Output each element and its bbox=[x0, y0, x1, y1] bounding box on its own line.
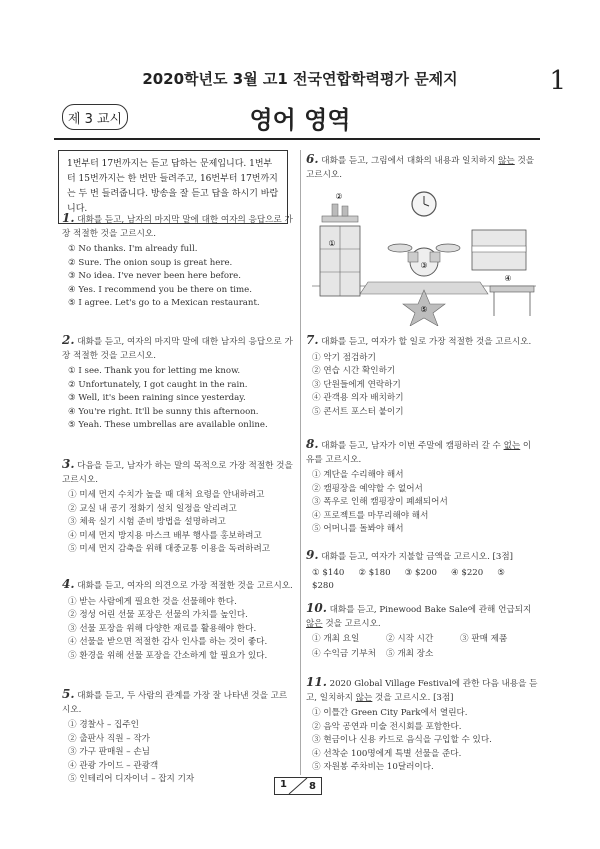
choice[interactable]: ① No thanks. I'm already full. bbox=[68, 244, 198, 254]
choice[interactable]: ③ 체육 실기 시험 준비 방법을 설명하려고 bbox=[68, 517, 226, 527]
question-number: 8. bbox=[306, 437, 319, 451]
question-10 bbox=[306, 602, 538, 661]
header-divider bbox=[54, 138, 540, 140]
choice[interactable]: ⑤ 어머니를 돌봐야 해서 bbox=[312, 524, 404, 534]
choice[interactable]: ⑤ 인테리어 디자이너 – 잡지 기자 bbox=[68, 774, 195, 784]
marker-label: ② bbox=[335, 192, 343, 201]
choice[interactable]: ③ 판매 제품 bbox=[460, 634, 508, 644]
underlined-word: 않는 bbox=[498, 156, 515, 166]
choice[interactable]: ③ Well, it's been raining since yesterday. bbox=[68, 393, 246, 403]
question-stem: 이유를 고르시오. bbox=[306, 441, 532, 465]
question-stem: 2020 Global Village Festival에 관한 다음 내용을 듣고, 일치하지 bbox=[306, 679, 538, 703]
question-stem: 대화를 듣고, 남자가 이번 주말에 캠핑하러 갈 수 bbox=[321, 441, 504, 451]
question-stem: 대화를 듣고, 여자의 마지막 말에 대한 남자의 응답으로 가장 적절한 것을 고르시오. bbox=[62, 337, 293, 361]
choice[interactable]: ④ 관객용 의자 배치하기 bbox=[312, 393, 404, 403]
choice[interactable]: ④ $220 bbox=[450, 567, 484, 578]
trophy-icon bbox=[342, 206, 348, 216]
question-stem: 대화를 듣고, 여자의 의견으로 가장 적절한 것을 고르시오. bbox=[77, 581, 293, 591]
choice-row bbox=[306, 567, 538, 594]
choice[interactable]: ② Unfortunately, I got caught in the rain. bbox=[68, 379, 248, 390]
choice-grid bbox=[306, 633, 538, 661]
choice[interactable]: ⑤ 콘서트 포스터 붙이기 bbox=[312, 406, 404, 417]
drum-icon bbox=[388, 244, 412, 252]
choice[interactable]: ② 연습 시간 확인하기 bbox=[312, 366, 396, 376]
question-number: 3. bbox=[62, 457, 75, 471]
choice[interactable]: ⑤ 환경을 위해 선물 포장을 간소하게 할 필요가 있다. bbox=[68, 650, 268, 661]
choice[interactable]: ② 정성 어린 선물 포장은 선물의 가치를 높인다. bbox=[68, 610, 248, 620]
choice[interactable]: ④ 프로젝트를 마무리해야 해서 bbox=[312, 510, 429, 521]
trophy-icon bbox=[332, 204, 338, 216]
question-8 bbox=[306, 438, 538, 537]
choice[interactable]: ③ No idea. I've never been here before. bbox=[68, 271, 241, 281]
choice[interactable]: ⑤ 미세 먼지 감축을 위해 대중교통 이용을 독려하려고 bbox=[68, 544, 271, 554]
question-4 bbox=[62, 578, 294, 663]
choice[interactable]: ③ $200 bbox=[404, 567, 437, 578]
question-stem: 것을 고르시오. bbox=[322, 618, 381, 629]
choice[interactable]: ③ 현금이나 신용 카드로 음식을 구입할 수 있다. bbox=[312, 735, 492, 745]
question-stem: 대화를 듣고, 그림에서 대화의 내용과 일치하지 bbox=[321, 156, 499, 166]
exam-title: 2020학년도 3월 고1 전국연합학력평가 문제지 bbox=[142, 70, 458, 88]
question-5 bbox=[62, 688, 294, 787]
question-number: 7. bbox=[306, 333, 319, 347]
question-number: 1. bbox=[62, 211, 75, 225]
choice[interactable]: ① 경찰사 – 집주인 bbox=[68, 720, 139, 730]
question-stem: 대화를 듣고, Pinewood Bake Sale에 관해 언급되지 bbox=[329, 605, 532, 615]
question-number: 6. bbox=[306, 152, 319, 166]
question-number: 5. bbox=[62, 687, 75, 701]
choice[interactable]: ③ 선물 포장을 위해 다양한 재료를 활용해야 한다. bbox=[68, 623, 257, 634]
choice[interactable]: ④ 선착순 100명에게 특별 선물을 준다. bbox=[312, 748, 462, 759]
choice[interactable]: ③ 가구 판매원 – 손님 bbox=[68, 747, 150, 757]
subject-title: 영어 영역 bbox=[249, 106, 351, 134]
choice[interactable]: ④ 관광 가이드 – 관광객 bbox=[68, 760, 159, 771]
page-indicator bbox=[274, 777, 322, 795]
choice[interactable]: ② $180 bbox=[358, 567, 391, 578]
question-stem: 것을 고르시오. [3점] bbox=[372, 692, 454, 703]
choice[interactable]: ① $140 bbox=[312, 567, 345, 578]
question-stem: 대화를 듣고, 여자가 할 일로 가장 적절한 것을 고르시오. bbox=[321, 337, 532, 347]
choice[interactable]: ① 악기 점검하기 bbox=[312, 352, 376, 363]
music-room-illustration bbox=[312, 186, 536, 326]
choice[interactable]: ① 이틀간 Green City Park에서 열린다. bbox=[312, 708, 468, 718]
marker-label: ③ bbox=[420, 261, 428, 270]
choice[interactable]: ① 미세 먼지 수치가 높을 때 대처 요령을 안내하려고 bbox=[68, 490, 265, 500]
choice[interactable]: ② Sure. The onion soup is great here. bbox=[68, 257, 233, 268]
underlined-word: 없는 bbox=[503, 441, 521, 451]
drum-icon bbox=[436, 244, 460, 252]
question-7 bbox=[306, 334, 538, 419]
choice[interactable]: ④ Yes. I recommend you be there on time. bbox=[68, 284, 253, 295]
marker-label: ① bbox=[328, 239, 336, 248]
page-number: 1 bbox=[549, 66, 566, 96]
choice[interactable]: ② 교실 내 공기 정화기 설치 일정을 알리려고 bbox=[68, 503, 237, 514]
choice[interactable]: ② 시작 시간 bbox=[386, 634, 434, 644]
choice[interactable]: ③ 단원들에게 연락하기 bbox=[312, 379, 401, 390]
marker-label: ④ bbox=[504, 274, 512, 283]
choice[interactable]: ① 계단을 수리해야 해서 bbox=[312, 470, 404, 480]
question-stem: 것을 고르시오. bbox=[306, 156, 535, 180]
choice[interactable]: ④ 미세 먼지 방지용 마스크 배부 행사를 홍보하려고 bbox=[68, 530, 262, 541]
choice[interactable]: ⑤ Yeah. These umbrellas are available online. bbox=[68, 420, 268, 430]
question-1 bbox=[62, 212, 294, 311]
choice[interactable]: ④ 선물을 받으면 적절한 감사 인사를 하는 것이 좋다. bbox=[68, 637, 268, 647]
total-pages: 8 bbox=[309, 781, 316, 792]
choice[interactable]: ③ 폭우로 인해 캠핑장이 폐쇄되어서 bbox=[312, 497, 448, 507]
choice[interactable]: ⑤ 자원봉 주차비는 10달러이다. bbox=[312, 762, 434, 772]
question-3 bbox=[62, 458, 294, 557]
question-stem: 대화를 듣고, 여자가 지불할 금액을 고르시오. [3점] bbox=[321, 552, 514, 562]
column-divider bbox=[300, 150, 301, 775]
choice[interactable]: ② 출판사 직원 – 작가 bbox=[68, 733, 150, 744]
question-6 bbox=[306, 153, 538, 184]
question-number: 11. bbox=[306, 675, 327, 689]
current-page: 1 bbox=[280, 779, 287, 790]
question-number: 9. bbox=[306, 548, 319, 562]
question-number: 2. bbox=[62, 333, 75, 347]
question-number: 10. bbox=[306, 601, 327, 615]
question-9 bbox=[306, 549, 538, 594]
question-stem: 다음을 듣고, 남자가 하는 말의 목적으로 가장 적절한 것을 고르시오. bbox=[62, 461, 293, 485]
underlined-word: 않은 bbox=[306, 618, 323, 629]
table bbox=[490, 286, 534, 292]
question-2 bbox=[62, 334, 294, 433]
marker-label: ⑤ bbox=[420, 305, 428, 314]
question-number: 4. bbox=[62, 577, 75, 591]
choice[interactable]: ① 받는 사람에게 필요한 것을 선물해야 한다. bbox=[68, 596, 237, 607]
choice[interactable]: ⑤ I agree. Let's go to a Mexican restaurant. bbox=[68, 298, 260, 308]
question-11 bbox=[306, 676, 538, 775]
instruction-box: 1번부터 17번까지는 듣고 답하는 문제입니다. 1번부터 15번까지는 한 번만 들려주고, 16번부터 17번까지는 두 번 들려줍니다. 방송을 잘 듣고 답을 하시기 바랍니다. bbox=[58, 150, 288, 224]
choice[interactable]: ① 개최 요일 bbox=[312, 634, 360, 644]
question-stem: 대화를 듣고, 남자의 마지막 말에 대한 여자의 응답으로 가장 적절한 것을 고르시오. bbox=[62, 215, 293, 239]
choice[interactable]: ② 캠핑장을 예약할 수 없어서 bbox=[312, 483, 423, 494]
choice[interactable]: ① I see. Thank you for letting me know. bbox=[68, 366, 241, 376]
choice[interactable]: ⑤ 개최 장소 bbox=[386, 648, 434, 659]
choice[interactable]: ② 음악 공연과 미술 전시회를 포함한다. bbox=[312, 721, 462, 732]
period-badge: 제 3 교시 bbox=[62, 104, 128, 130]
choice[interactable]: ④ You're right. It'll be sunny this afternoon. bbox=[68, 406, 259, 417]
question-stem: 대화를 듣고, 두 사람의 관계를 가장 잘 나타낸 것을 고르시오. bbox=[62, 691, 288, 715]
choice[interactable]: ⑤ $280 bbox=[312, 567, 505, 591]
choice[interactable]: ④ 수익금 기부처 bbox=[312, 648, 376, 659]
underlined-word: 않는 bbox=[355, 692, 373, 703]
